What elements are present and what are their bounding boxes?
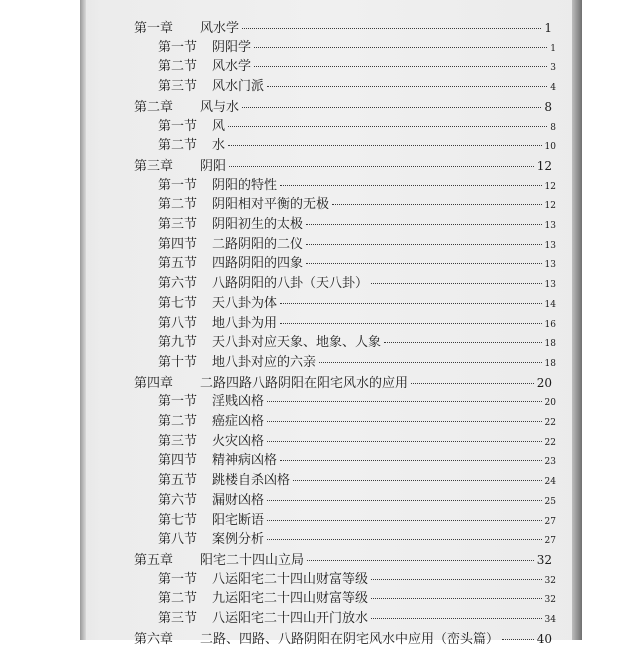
chapter-title: 二路、四路、八路阴阳在阴宅风水中应用（峦头篇） xyxy=(200,631,500,647)
chapter-number: 第六章 xyxy=(134,631,174,647)
dot-leader xyxy=(254,47,547,48)
page-number: 40 xyxy=(536,631,552,646)
dot-leader xyxy=(332,204,542,205)
section-title: 风水门派 xyxy=(212,79,265,95)
dot-leader xyxy=(280,185,542,186)
section-number: 第七节 xyxy=(158,295,198,311)
section-title: 天八卦为体 xyxy=(212,295,278,311)
section-number: 第五节 xyxy=(158,473,198,489)
section-title: 地八卦对应的六亲 xyxy=(212,354,317,370)
toc-section-entry xyxy=(158,196,556,214)
section-title: 九运阳宅二十四山财富等级 xyxy=(212,591,369,607)
dot-leader xyxy=(306,244,542,245)
section-title: 风水学 xyxy=(212,59,252,75)
dot-leader xyxy=(293,480,542,481)
toc-section-entry xyxy=(158,452,556,470)
toc-section-entry xyxy=(158,39,556,57)
toc-section-entry xyxy=(158,433,556,451)
section-number: 第二节 xyxy=(158,59,198,75)
page-number: 4 xyxy=(550,83,556,94)
section-number: 第一节 xyxy=(158,39,198,55)
dot-leader xyxy=(371,579,542,580)
dot-leader xyxy=(307,560,534,561)
chapter-title: 二路四路八路阴阳在阳宅风水的应用 xyxy=(200,375,409,391)
section-number: 第二节 xyxy=(158,591,198,607)
dot-leader xyxy=(267,539,542,540)
page-number: 12 xyxy=(536,158,552,173)
page-number: 34 xyxy=(544,615,556,625)
toc-section-entry xyxy=(158,354,556,372)
book-spine-edge xyxy=(572,0,582,640)
toc-section-entry xyxy=(158,571,556,589)
page-left-edge xyxy=(80,0,86,640)
page-number: 20 xyxy=(544,398,556,409)
page-number: 8 xyxy=(550,122,556,133)
page-number: 23 xyxy=(544,457,556,468)
chapter-number: 第一章 xyxy=(134,21,174,36)
section-title: 案例分析 xyxy=(212,532,265,548)
section-number: 第八节 xyxy=(158,315,198,331)
toc-section-entry xyxy=(158,118,556,136)
page-number: 27 xyxy=(544,516,556,527)
dot-leader xyxy=(267,520,542,521)
toc-section-entry xyxy=(158,393,556,411)
page-number: 18 xyxy=(544,358,556,369)
toc-section-entry xyxy=(158,255,556,273)
dot-leader xyxy=(306,263,542,264)
section-number: 第二节 xyxy=(158,414,198,429)
toc-section-entry xyxy=(158,78,556,96)
toc-section-entry xyxy=(158,295,556,313)
section-number: 第一节 xyxy=(158,394,198,410)
dot-leader xyxy=(228,126,547,127)
section-number: 第二节 xyxy=(158,197,198,213)
dot-leader xyxy=(242,28,541,29)
section-number: 第六节 xyxy=(158,492,198,508)
dot-leader xyxy=(280,323,542,324)
page-number: 13 xyxy=(544,280,556,291)
section-title: 淫贱凶格 xyxy=(212,394,265,410)
dot-leader xyxy=(371,598,542,599)
toc-section-entry xyxy=(158,275,556,293)
toc-section-entry xyxy=(158,315,556,333)
page-number: 13 xyxy=(544,240,556,251)
dot-leader xyxy=(229,166,534,167)
section-number: 第三节 xyxy=(158,611,198,626)
section-number: 第三节 xyxy=(158,217,198,232)
toc-chapter-entry xyxy=(134,630,552,648)
section-number: 第八节 xyxy=(158,532,198,548)
page-number: 32 xyxy=(536,552,552,567)
section-title: 精神病凶格 xyxy=(212,453,278,469)
section-title: 八路阴阳的八卦（天八卦） xyxy=(212,276,369,292)
dot-leader xyxy=(267,421,542,422)
toc-section-entry xyxy=(158,531,556,549)
section-number: 第一节 xyxy=(158,571,198,587)
chapter-title: 风水学 xyxy=(200,21,240,36)
dot-leader xyxy=(319,362,542,363)
page-number: 18 xyxy=(544,339,556,350)
toc-section-entry xyxy=(158,590,556,608)
toc-chapter-entry xyxy=(134,374,552,392)
page-number: 20 xyxy=(536,375,552,390)
chapter-title: 阳宅二十四山立局 xyxy=(200,552,305,568)
page-number: 14 xyxy=(544,299,556,310)
toc-section-entry xyxy=(158,137,556,155)
chapter-number: 第四章 xyxy=(134,375,174,391)
section-title: 癌症凶格 xyxy=(212,414,265,429)
section-title: 火灾凶格 xyxy=(212,433,265,449)
dot-leader xyxy=(267,86,547,87)
section-title: 阴阳学 xyxy=(212,39,252,55)
chapter-number: 第三章 xyxy=(134,158,174,174)
page-number: 27 xyxy=(544,536,556,547)
dot-leader xyxy=(280,460,542,461)
toc-chapter-entry xyxy=(134,19,552,37)
dot-leader xyxy=(254,66,547,67)
toc-section-entry xyxy=(158,472,556,490)
dot-leader xyxy=(371,283,542,284)
section-title: 水 xyxy=(212,138,226,154)
dot-leader xyxy=(371,618,542,619)
section-title: 阴阳初生的太极 xyxy=(212,217,304,232)
page-number: 22 xyxy=(544,418,556,428)
toc-section-entry xyxy=(158,334,556,352)
section-number: 第九节 xyxy=(158,335,198,351)
section-number: 第三节 xyxy=(158,433,198,449)
section-number: 第十节 xyxy=(158,354,198,370)
section-title: 跳楼自杀凶格 xyxy=(212,473,291,489)
page-number: 16 xyxy=(544,319,556,330)
page-number: 24 xyxy=(544,477,556,488)
section-number: 第四节 xyxy=(158,236,198,252)
section-title: 阴阳相对平衡的无极 xyxy=(212,197,330,213)
page-number: 1 xyxy=(550,43,556,54)
toc-section-entry xyxy=(158,492,556,510)
section-number: 第一节 xyxy=(158,118,198,134)
section-title: 天八卦对应天象、地象、人象 xyxy=(212,335,382,351)
chapter-title: 阴阳 xyxy=(200,158,227,174)
page-number: 13 xyxy=(544,221,556,231)
section-title: 漏财凶格 xyxy=(212,492,265,508)
chapter-number: 第二章 xyxy=(134,99,174,115)
dot-leader xyxy=(267,441,542,442)
page-number: 1 xyxy=(544,21,552,35)
section-title: 二路阴阳的二仪 xyxy=(212,236,304,252)
dot-leader xyxy=(280,303,542,304)
page-number: 22 xyxy=(544,437,556,448)
chapter-number: 第五章 xyxy=(134,552,174,568)
section-title: 阴阳的特性 xyxy=(212,177,278,193)
section-number: 第二节 xyxy=(158,138,198,154)
toc-chapter-entry xyxy=(134,551,552,569)
section-number: 第五节 xyxy=(158,256,198,272)
dot-leader xyxy=(228,145,542,146)
toc-section-entry xyxy=(158,512,556,530)
toc-section-entry xyxy=(158,236,556,254)
section-title: 四路阴阳的四象 xyxy=(212,256,304,272)
section-title: 八运阳宅二十四山财富等级 xyxy=(212,571,369,587)
toc-section-entry xyxy=(158,58,556,76)
dot-leader xyxy=(306,224,542,225)
section-title: 地八卦为用 xyxy=(212,315,278,331)
page-number: 32 xyxy=(544,595,556,606)
dot-leader xyxy=(384,342,542,343)
section-title: 八运阳宅二十四山开门放水 xyxy=(212,611,369,626)
section-number: 第四节 xyxy=(158,453,198,469)
dot-leader xyxy=(267,500,542,501)
page-number: 13 xyxy=(544,260,556,271)
section-title: 阳宅断语 xyxy=(212,512,265,528)
page-number: 8 xyxy=(544,99,552,114)
page-number: 25 xyxy=(544,496,556,507)
chapter-title: 风与水 xyxy=(200,99,240,115)
toc-section-entry xyxy=(158,610,556,628)
section-number: 第三节 xyxy=(158,79,198,95)
toc-section-entry xyxy=(158,413,556,431)
dot-leader xyxy=(411,383,534,384)
dot-leader xyxy=(242,107,541,108)
page-number: 10 xyxy=(544,142,556,153)
toc-chapter-entry xyxy=(134,157,552,175)
section-number: 第一节 xyxy=(158,177,198,193)
page-number: 32 xyxy=(544,575,556,586)
toc-section-entry xyxy=(158,177,556,195)
page-number: 12 xyxy=(544,181,556,192)
section-number: 第六节 xyxy=(158,276,198,292)
page-number: 3 xyxy=(550,63,556,74)
page-number: 12 xyxy=(544,201,556,212)
section-title: 风 xyxy=(212,118,226,134)
section-number: 第七节 xyxy=(158,512,198,528)
toc-chapter-entry xyxy=(134,98,552,116)
dot-leader xyxy=(267,401,542,402)
toc-section-entry xyxy=(158,216,556,234)
